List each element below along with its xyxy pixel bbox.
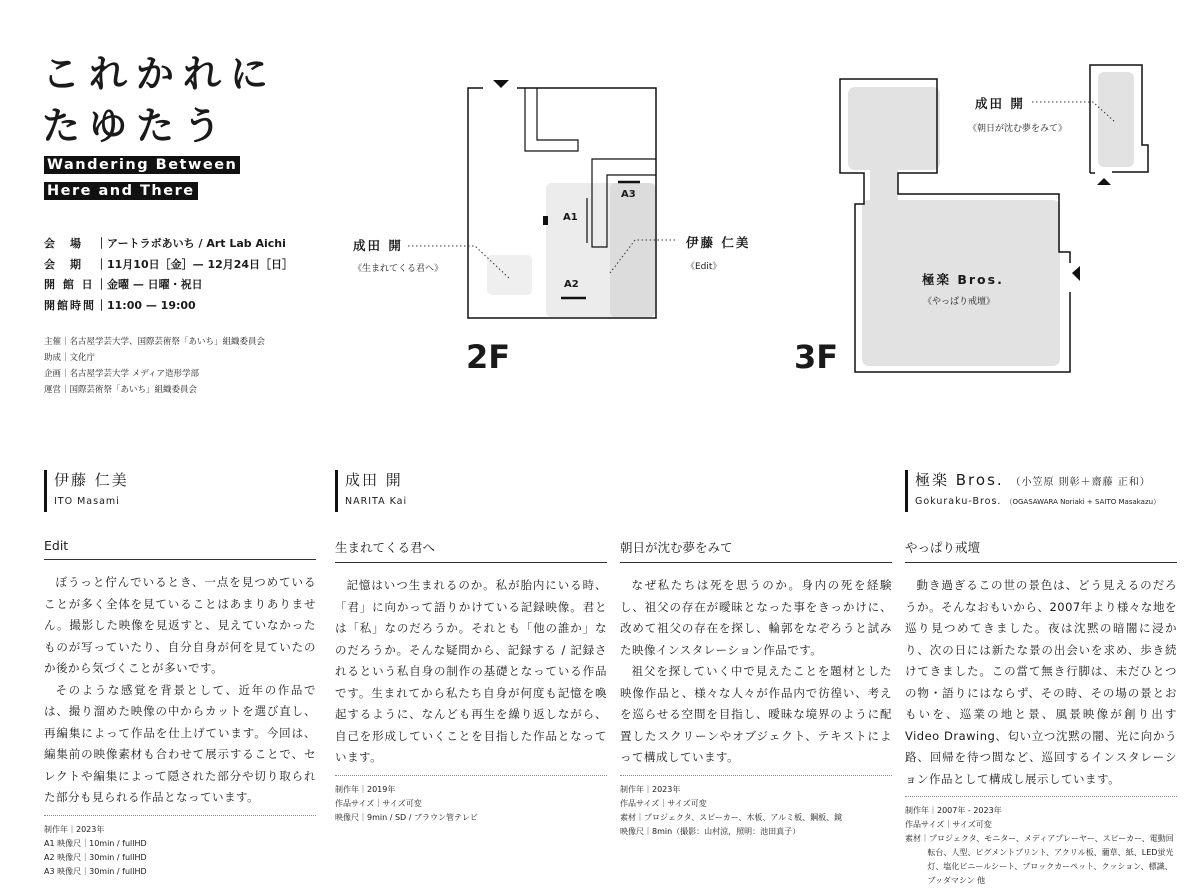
artist-name: 極楽 Bros. <box>915 471 1004 489</box>
description-paragraph: 祖父を探していく中で見えたことを題材とした映像作品と、様々な人々が作品内で彷徨い、考えを巡らせる空間を目指し、曖昧な境界のように配置したスクリーンやオブジェクト、テキストによって構成しています。 <box>620 664 892 764</box>
artist-roman: ITO Masami <box>54 496 120 507</box>
spec-line: 制作年｜2023年 <box>620 784 681 794</box>
work-description <box>905 575 1177 790</box>
map-artist-narita-2f: 成田 開 <box>353 238 403 253</box>
organizer-line: 助成｜文化庁 <box>44 353 96 363</box>
info-key: 開 館 日 <box>44 278 95 291</box>
work-title: やっぱり戒壇 <box>905 538 1177 563</box>
entrance-arrow-icon <box>1072 266 1080 281</box>
work-specs <box>335 783 607 825</box>
map-artist-ito: 伊藤 仁美 <box>686 235 751 250</box>
entrance-arrow-icon <box>493 80 509 88</box>
spec-line: 素材｜プロジェクタ、モニター、メディアプレーヤー、スピーカー、電動回転台、人型、ピグメントプリント、アクリル板、藺草、紙、LED蛍光灯、塩化ビニールシート、ブロックカーペット、クッション、標識、ブッダマシン 他 <box>905 834 1174 885</box>
spec-line: 制作年｜2019年 <box>335 784 396 794</box>
artist-header <box>905 470 1177 512</box>
info-row: 開 館 日｜金曜 — 日曜・祝日 <box>44 275 293 296</box>
work-column <box>620 470 892 839</box>
artist-name: 伊藤 仁美 <box>54 471 129 489</box>
description-paragraph: ぼうっと佇んでいるとき、一点を見つめていることが多く全体を見ていることはあまりありません。撮影した映像を見返すと、見えていなかったものが写っていたり、自分自身が何を見ていたのか後から気づくことが多いです。 <box>44 575 316 675</box>
artist-members: （小笠原 則彰＋齋藤 正和） <box>1010 477 1151 488</box>
partition-wall <box>525 88 578 151</box>
artist-members-roman: （OGASAWARA Noriaki + SAITO Masakazu） <box>1005 498 1161 506</box>
spec-line: A2 映像尺｜30min / fullHD <box>44 852 147 862</box>
info-key: 開館時間 <box>44 298 96 312</box>
work-description <box>335 575 607 769</box>
artist-header <box>44 470 316 512</box>
label-a1: A1 <box>563 212 578 223</box>
info-value: 金曜 — 日曜・祝日 <box>107 278 203 291</box>
description-paragraph: なぜ私たちは死を思うのか。身内の死を経験し、祖父の存在が曖昧となった事をきっかけに、改めて祖父の存在を探し、輪郭をなぞろうと試みた映像インスタレーション作品です。 <box>620 578 892 657</box>
map-work-narita-3f: 《朝日が沈む夢をみて》 <box>968 124 1068 134</box>
spec-line: 映像尺｜9min / SD / ブラウン管テレビ <box>335 812 478 822</box>
gallery-area-a3 <box>610 183 655 317</box>
work-specs <box>44 823 316 879</box>
spec-line: A1 映像尺｜10min / fullHD <box>44 838 147 848</box>
info-value: 11:00 — 19:00 <box>107 298 196 312</box>
info-key: 会 場 <box>44 237 83 250</box>
entrance-arrow-icon <box>1097 178 1111 185</box>
divider <box>905 796 1177 797</box>
divider <box>335 775 607 776</box>
work-description <box>620 575 892 769</box>
map-artist-gokuraku: 極楽 Bros. <box>922 272 1004 287</box>
spec-line: 映像尺｜8min（撮影：山村涼，照明：池田真子） <box>620 826 801 836</box>
description-paragraph: 動き過ぎるこの世の景色は、どう見えるのだろうか。そんなおもいから、2007年より様々な地を巡り見つめてきました。夜は沈黙の暗闇に浸かり、次の日には新たな景の出会いを求め、歩き続けてきました。この當て無き行脚は、未だひとつの物・語りにはならず、その時、その場の景とおもいを、巡業の地と景、風景映像が創り出すVideo Drawing、匂い立つ沈黙の闇、光に向かう路、回帰を待つ間など、巡回するインスタレーション作品として構成し展示しています。 <box>905 578 1177 786</box>
work-column <box>44 470 316 879</box>
organizer-line: 企画｜名古屋学芸大学 メディア造形学部 <box>44 369 200 379</box>
spec-line: 作品サイズ｜サイズ可変 <box>335 798 422 808</box>
gallery-area-narita <box>1098 72 1134 167</box>
work-description <box>44 572 316 809</box>
label-a2: A2 <box>564 279 579 290</box>
label-a3: A3 <box>621 189 636 200</box>
artist-roman: NARITA Kai <box>345 496 408 507</box>
divider <box>44 815 316 816</box>
artist-name: 成田 開 <box>345 471 403 489</box>
gallery-area-narita <box>487 255 532 295</box>
spec-line: 素材｜プロジェクタ、スピーカー、木板、アルミ板、鋼板、鏡 <box>620 812 843 822</box>
spec-line: 作品サイズ｜サイズ可変 <box>620 798 707 808</box>
organizer-line: 主催｜名古屋学芸大学、国際芸術祭「あいち」組織委員会 <box>44 337 266 347</box>
spec-line: 作品サイズ｜サイズ可変 <box>905 820 992 829</box>
title-line-2: たゆたう <box>42 104 231 148</box>
artist-header <box>335 470 607 512</box>
work-specs <box>620 783 892 839</box>
map-work-gokuraku: 《やっぱり戒壇》 <box>923 297 996 307</box>
map-work-narita-2f: 《生まれてくる君へ》 <box>353 264 444 274</box>
description-paragraph: 記憶はいつ生まれるのか。私が胎内にいる時、「君」に向かって語りかけている記録映像。君とは「私」なのだろうか。それとも「他の誰か」なのだろうか。そんな疑問から、記録する / 記録されるという私自身の制作の基礎となっている作品です。生まれてから私たち自身が何度も記憶を喚起するように、なんども再生を繰り返しながら、自己を形成していくことを目指した作品となっています。 <box>335 578 607 764</box>
artist-roman: Gokuraku-Bros. <box>915 496 1002 507</box>
floor-label-2f: 2F <box>466 338 511 376</box>
floor-maps <box>0 0 1191 420</box>
organizer-line: 運営｜国際芸術祭「あいち」組織委員会 <box>44 385 198 395</box>
spec-line: A3 映像尺｜30min / fullHD <box>44 866 147 876</box>
english-title-1: Wandering Between <box>44 156 240 174</box>
work-column <box>905 470 1177 888</box>
info-row: 会 場 ｜アートラボあいち / Art Lab Aichi <box>44 234 293 255</box>
work-title: 朝日が沈む夢をみて <box>620 538 892 563</box>
floor-label-3f: 3F <box>794 338 839 376</box>
work-column <box>335 470 607 825</box>
info-key: 会 期 <box>44 257 83 271</box>
english-title-2: Here and There <box>44 182 198 200</box>
map-work-ito: 《Edit》 <box>686 262 722 272</box>
info-value: アートラボあいち / Art Lab Aichi <box>107 237 286 250</box>
projector-icon <box>543 216 548 225</box>
map-artist-narita-3f: 成田 開 <box>975 96 1025 111</box>
work-title: Edit <box>44 538 316 560</box>
spec-line: 制作年｜2007年 - 2023年 <box>905 806 1002 815</box>
description-paragraph: そのような感覚を背景として、近年の作品では、撮り溜めた映像の中からカットを選び直し、再編集によって作品を仕上げています。今回は、編集前の映像素材も合わせて展示することで、セレクトや編集によって隠された部分や切り取られた部分も見られる作品となっています。 <box>44 682 316 804</box>
info-row: 開館時間｜11:00 — 19:00 <box>44 296 293 317</box>
spec-line: 制作年｜2023年 <box>44 824 105 834</box>
work-specs <box>905 804 1177 888</box>
info-value: 11月10日［金］— 12月24日［日］ <box>107 257 294 271</box>
title-line-1: これかれに <box>42 52 278 96</box>
corridor-area <box>870 165 898 200</box>
work-title: 生まれてくる君へ <box>335 538 607 563</box>
gallery-area <box>848 87 940 170</box>
info-row: 会 期 ｜11月10日［金］— 12月24日［日］ <box>44 255 293 276</box>
divider <box>620 775 892 776</box>
